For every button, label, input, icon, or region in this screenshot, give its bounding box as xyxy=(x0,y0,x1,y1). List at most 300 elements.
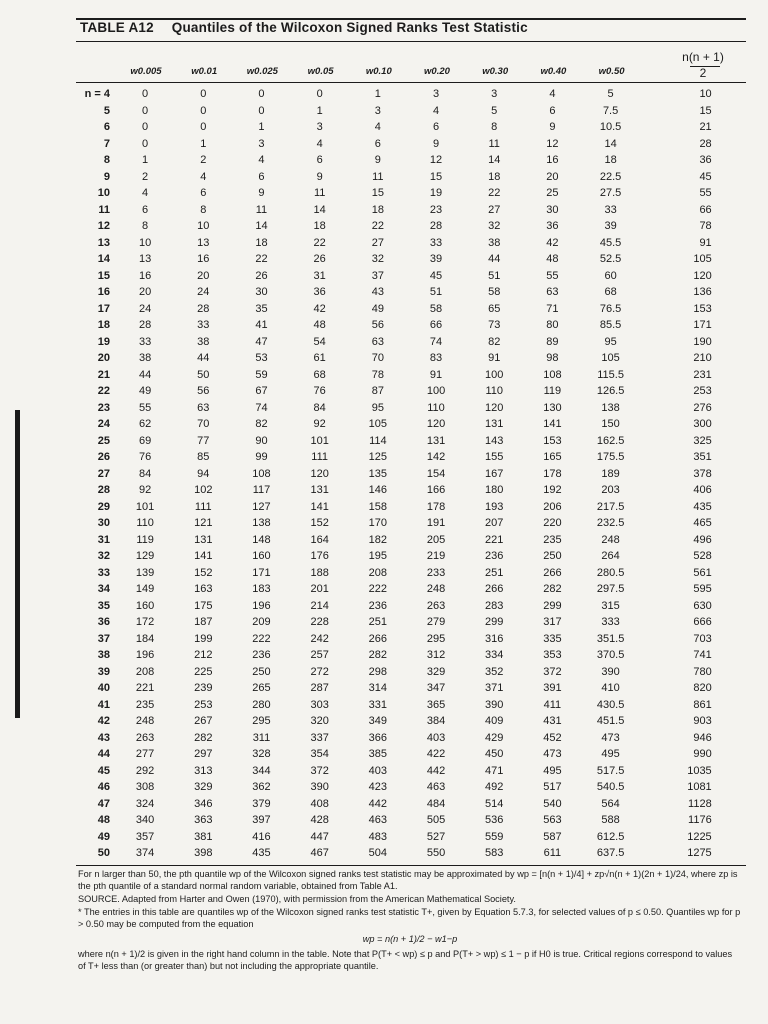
quantile-cell: 11 xyxy=(372,170,384,183)
quantile-cell: 95 xyxy=(604,335,617,348)
quantile-cell: 119 xyxy=(136,533,154,546)
quantile-cell: 495 xyxy=(601,748,620,760)
table-row xyxy=(76,449,728,466)
quantile-cell: 165 xyxy=(543,451,562,463)
quantile-cell: 199 xyxy=(194,632,213,645)
row-n: 12 xyxy=(97,220,110,232)
quantile-cell: 612.5 xyxy=(596,830,625,843)
quantile-cell: 115.5 xyxy=(597,368,624,381)
table-row xyxy=(76,152,728,169)
quantile-cell: 9 xyxy=(432,137,440,150)
quantile-cell: 15 xyxy=(371,187,384,199)
quantile-cell: 536 xyxy=(485,814,504,826)
n-n-plus-1-over-2-cell: 300 xyxy=(693,418,712,430)
row-n: 17 xyxy=(97,302,110,315)
n-n-plus-1-over-2-cell: 210 xyxy=(693,352,712,364)
header-rule xyxy=(76,82,746,83)
quantile-cell: 203 xyxy=(601,484,620,496)
quantile-cell: 44 xyxy=(138,368,152,381)
quantile-cell: 351.5 xyxy=(596,632,625,645)
quantile-cell: 280 xyxy=(252,698,271,711)
quantile-cell: 299 xyxy=(485,616,504,628)
quantile-cell: 100 xyxy=(485,368,504,381)
column-header: w0.01 xyxy=(191,66,218,77)
quantile-cell: 71 xyxy=(546,302,559,315)
quantile-cell: 120 xyxy=(310,467,329,480)
table-row xyxy=(76,466,728,483)
quantile-cell: 328 xyxy=(252,748,271,760)
table-row xyxy=(76,251,728,268)
quantile-table xyxy=(76,86,728,862)
quantile-cell: 131 xyxy=(194,533,213,546)
quantile-cell: 141 xyxy=(310,500,329,513)
quantile-cell: 329 xyxy=(194,781,213,793)
quantile-cell: 125 xyxy=(368,451,388,463)
quantile-cell: 95 xyxy=(371,401,384,414)
quantile-cell: 277 xyxy=(135,748,155,760)
quantile-cell: 564 xyxy=(601,797,620,810)
quantile-cell: 84 xyxy=(313,401,326,414)
quantile-cell: 8 xyxy=(142,220,149,232)
table-row xyxy=(76,433,728,450)
quantile-cell: 82 xyxy=(488,335,501,348)
table-row xyxy=(76,301,728,318)
quantile-cell: 209 xyxy=(252,616,271,628)
quantile-cell: 12 xyxy=(546,137,559,150)
quantile-cell: 471 xyxy=(485,764,504,777)
quantile-cell: 6 xyxy=(374,137,381,150)
row-n: 13 xyxy=(97,236,110,249)
quantile-cell: 117 xyxy=(252,484,271,496)
quantile-cell: 141 xyxy=(543,418,562,430)
quantile-cell: 384 xyxy=(426,715,446,727)
quantile-cell: 3 xyxy=(258,137,265,150)
quantile-cell: 9 xyxy=(258,187,265,199)
quantile-cell: 390 xyxy=(485,698,504,711)
quantile-cell: 517 xyxy=(543,781,562,793)
quantile-cell: 1 xyxy=(258,121,265,133)
row-n: 29 xyxy=(97,500,110,513)
quantile-cell: 467 xyxy=(310,847,329,859)
table-row xyxy=(76,284,728,301)
quantile-cell: 76.5 xyxy=(599,302,622,315)
row-n: 36 xyxy=(97,616,110,628)
n-n-plus-1-over-2-cell: 1128 xyxy=(688,797,712,810)
quantile-cell: 279 xyxy=(426,616,446,628)
quantile-cell: 63 xyxy=(371,335,384,348)
quantile-cell: 248 xyxy=(135,715,155,727)
n-n-plus-1-over-2-cell: 190 xyxy=(693,335,712,348)
row-n: 39 xyxy=(97,665,110,678)
n-n-plus-1-over-2-cell: 595 xyxy=(693,583,712,595)
quantile-cell: 430.5 xyxy=(596,698,625,711)
quantile-cell: 84 xyxy=(138,467,152,480)
quantile-cell: 44 xyxy=(488,253,501,265)
row-n: 9 xyxy=(103,170,110,183)
quantile-cell: 5 xyxy=(491,104,498,117)
quantile-cell: 550 xyxy=(426,847,446,859)
quantile-cell: 73 xyxy=(488,319,501,331)
quantile-cell: 22.5 xyxy=(599,170,622,183)
quantile-cell: 189 xyxy=(601,467,620,480)
quantile-cell: 43 xyxy=(371,286,384,298)
quantile-cell: 60 xyxy=(604,269,617,282)
quantile-cell: 3 xyxy=(316,121,323,133)
quantile-cell: 100 xyxy=(426,385,446,397)
quantile-cell: 0 xyxy=(200,104,207,117)
row-n: 19 xyxy=(97,335,110,348)
quantile-cell: 76 xyxy=(313,385,326,397)
quantile-cell: 411 xyxy=(543,698,562,711)
n-n-plus-1-over-2-cell: 253 xyxy=(693,385,712,397)
row-n: 43 xyxy=(97,731,110,744)
quantile-cell: 23 xyxy=(429,203,443,216)
quantile-cell: 90 xyxy=(255,434,268,447)
quantile-cell: 1 xyxy=(200,137,207,150)
quantile-cell: 24 xyxy=(197,286,210,298)
table-row xyxy=(76,845,728,862)
quantile-cell: 38 xyxy=(488,236,501,249)
quantile-cell: 317 xyxy=(543,616,562,628)
equation: wp = n(n + 1)/2 − w1−p xyxy=(362,934,458,944)
quantile-cell: 298 xyxy=(368,665,388,678)
column-header: w0.20 xyxy=(424,66,450,77)
quantile-cell: 110 xyxy=(136,517,154,529)
quantile-cell: 172 xyxy=(135,616,155,628)
quantile-cell: 28 xyxy=(197,302,210,315)
quantile-cell: 483 xyxy=(368,830,388,843)
quantile-cell: 166 xyxy=(426,484,446,496)
quantile-cell: 265 xyxy=(252,682,271,694)
quantile-cell: 105 xyxy=(368,418,388,430)
quantile-cell: 272 xyxy=(310,665,329,678)
quantile-cell: 371 xyxy=(485,682,504,694)
quantile-cell: 391 xyxy=(543,682,562,694)
quantile-cell: 297.5 xyxy=(596,583,625,595)
column-header: w0.40 xyxy=(540,66,567,77)
quantile-cell: 47 xyxy=(255,335,268,348)
n-n-plus-1-over-2-cell: 136 xyxy=(693,286,712,298)
quantile-cell: 114 xyxy=(369,434,387,447)
quantile-cell: 38 xyxy=(138,352,152,364)
quantile-cell: 236 xyxy=(252,649,271,661)
quantile-cell: 3 xyxy=(432,88,440,100)
quantile-cell: 372 xyxy=(543,665,562,678)
row-n: 48 xyxy=(97,814,110,826)
quantile-cell: 33 xyxy=(138,335,152,348)
n-n-plus-1-over-2-cell: 435 xyxy=(693,500,712,513)
n-n-plus-1-over-2-cell: 10 xyxy=(699,88,712,100)
quantile-cell: 91 xyxy=(429,368,443,381)
table-row xyxy=(76,499,728,516)
closing-note: where n(n + 1)/2 is given in the right hand column in the table. Note that P(T+ < wp) ≤ p and P(T+ > wp) ≤ 1 − p if H0 is true. Critical regions correspond to values of T+ less than (or greater than) but not including the appropriate quantile. xyxy=(78,949,733,971)
quantile-cell: 583 xyxy=(485,847,504,859)
quantile-cell: 30 xyxy=(546,203,559,216)
quantile-cell: 130 xyxy=(543,401,562,414)
quantile-cell: 408 xyxy=(310,797,329,810)
quantile-cell: 4 xyxy=(258,154,265,166)
quantile-cell: 253 xyxy=(194,698,213,711)
quantile-cell: 160 xyxy=(135,599,155,612)
quantile-cell: 374 xyxy=(135,847,155,859)
quantile-cell: 178 xyxy=(426,500,446,513)
quantile-cell: 91 xyxy=(488,352,501,364)
quantile-cell: 92 xyxy=(313,418,326,430)
quantile-cell: 20 xyxy=(546,170,559,183)
table-row xyxy=(76,746,728,763)
table-row xyxy=(76,383,728,400)
quantile-cell: 11 xyxy=(488,137,500,150)
quantile-cell: 94 xyxy=(197,467,210,480)
quantile-cell: 1 xyxy=(316,104,323,117)
quantile-cell: 505 xyxy=(426,814,446,826)
quantile-cell: 206 xyxy=(543,500,562,513)
quantile-cell: 366 xyxy=(368,731,388,744)
quantile-cell: 313 xyxy=(194,764,213,777)
row-n: 32 xyxy=(97,550,110,562)
n-n-plus-1-over-2-cell: 406 xyxy=(693,484,712,496)
quantile-cell: 397 xyxy=(252,814,271,826)
row-n: 27 xyxy=(97,467,110,480)
quantile-cell: 9 xyxy=(374,154,381,166)
n-n-plus-1-over-2-cell: 66 xyxy=(699,203,712,216)
quantile-cell: 266 xyxy=(543,566,562,579)
quantile-cell: 85 xyxy=(197,451,210,463)
quantile-cell: 69 xyxy=(138,434,152,447)
quantile-cell: 68 xyxy=(313,368,326,381)
n-n-plus-1-over-2-cell: 55 xyxy=(699,187,712,199)
quantile-cell: 167 xyxy=(485,467,504,480)
table-row xyxy=(76,796,728,813)
quantile-cell: 85.5 xyxy=(599,319,622,331)
n-n-plus-1-over-2-cell: 465 xyxy=(693,517,712,529)
quantile-cell: 473 xyxy=(543,748,562,760)
quantile-cell: 195 xyxy=(368,550,388,562)
quantile-cell: 154 xyxy=(426,467,446,480)
quantile-cell: 184 xyxy=(135,632,155,645)
quantile-cell: 442 xyxy=(368,797,388,810)
quantile-cell: 108 xyxy=(543,368,562,381)
quantile-cell: 0 xyxy=(142,137,149,150)
quantile-cell: 353 xyxy=(543,649,562,661)
quantile-cell: 102 xyxy=(194,484,213,496)
quantile-cell: 146 xyxy=(368,484,388,496)
quantile-cell: 120 xyxy=(485,401,504,414)
quantile-cell: 16 xyxy=(138,269,152,282)
quantile-cell: 248 xyxy=(601,533,620,546)
quantile-cell: 340 xyxy=(135,814,155,826)
n-n-plus-1-over-2-cell: 36 xyxy=(699,154,712,166)
quantile-cell: 129 xyxy=(135,550,155,562)
quantile-cell: 56 xyxy=(371,319,384,331)
quantile-cell: 20 xyxy=(197,269,210,282)
n-n-plus-1-over-2-cell: 231 xyxy=(693,368,712,381)
quantile-cell: 236 xyxy=(485,550,504,562)
quantile-cell: 463 xyxy=(368,814,388,826)
quantile-cell: 9 xyxy=(549,121,556,133)
quantile-cell: 484 xyxy=(426,797,446,810)
quantile-cell: 58 xyxy=(429,302,443,315)
n-n-plus-1-over-2-cell: 666 xyxy=(693,616,712,628)
n-n-plus-1-over-2-cell: 561 xyxy=(693,566,712,579)
quantile-cell: 4 xyxy=(432,104,440,117)
quantile-cell: 52.5 xyxy=(599,253,622,265)
quantile-cell: 0 xyxy=(258,88,265,100)
row-n: 23 xyxy=(97,401,110,414)
row-n: 5 xyxy=(103,104,110,117)
quantile-cell: 162.5 xyxy=(596,434,625,447)
table-notes xyxy=(78,868,742,972)
quantile-cell: 18 xyxy=(371,203,384,216)
quantile-cell: 105 xyxy=(601,352,620,364)
quantile-cell: 344 xyxy=(252,764,271,777)
quantile-cell: 70 xyxy=(197,418,210,430)
row-n: 30 xyxy=(97,517,110,529)
quantile-cell: 280.5 xyxy=(596,566,625,579)
quantile-cell: 120 xyxy=(426,418,446,430)
table-row xyxy=(76,713,728,730)
quantile-cell: 563 xyxy=(543,814,562,826)
quantile-cell: 101 xyxy=(310,434,329,447)
n-n-plus-1-over-2-cell: 528 xyxy=(693,550,712,562)
quantile-cell: 14 xyxy=(604,137,617,150)
quantile-cell: 13 xyxy=(197,236,210,249)
quantile-cell: 76 xyxy=(138,451,152,463)
quantile-cell: 450 xyxy=(485,748,504,760)
quantile-cell: 311 xyxy=(252,731,271,744)
quantile-cell: 4 xyxy=(374,121,381,133)
quantile-cell: 3 xyxy=(374,104,381,117)
quantile-cell: 282 xyxy=(194,731,213,744)
quantile-cell: 182 xyxy=(368,533,388,546)
footer-rule xyxy=(76,865,746,866)
quantile-cell: 316 xyxy=(485,632,504,645)
quantile-cell: 16 xyxy=(546,154,559,166)
quantile-cell: 390 xyxy=(601,665,620,678)
quantile-cell: 89 xyxy=(546,335,559,348)
quantile-cell: 170 xyxy=(368,517,388,529)
row-n: 31 xyxy=(97,533,110,546)
table-row xyxy=(76,169,728,186)
quantile-cell: 423 xyxy=(368,781,388,793)
quantile-cell: 25 xyxy=(546,187,559,199)
row-n: 41 xyxy=(97,698,110,711)
quantile-cell: 131 xyxy=(426,434,446,447)
quantile-cell: 61 xyxy=(313,352,326,364)
quantile-cell: 398 xyxy=(194,847,213,859)
row-n: 7 xyxy=(103,137,110,150)
quantile-cell: 63 xyxy=(197,401,210,414)
quantile-cell: 447 xyxy=(310,830,329,843)
n-n-plus-1-over-2-cell: 378 xyxy=(693,467,712,480)
quantile-cell: 0 xyxy=(200,88,207,100)
quantile-cell: 283 xyxy=(485,599,504,612)
quantile-cell: 92 xyxy=(138,484,152,496)
quantile-cell: 13 xyxy=(138,253,152,265)
n-n-plus-1-over-2-cell: 153 xyxy=(693,302,712,315)
row-n: 28 xyxy=(97,484,110,496)
quantile-cell: 428 xyxy=(310,814,329,826)
row-n: 50 xyxy=(97,847,110,859)
quantile-cell: 504 xyxy=(368,847,388,859)
quantile-cell: 335 xyxy=(543,632,562,645)
quantile-cell: 372 xyxy=(310,764,329,777)
row-n: 11 xyxy=(98,203,110,216)
quantile-cell: 30 xyxy=(255,286,268,298)
quantile-cell: 212 xyxy=(194,649,213,661)
quantile-cell: 160 xyxy=(252,550,271,562)
quantile-cell: 221 xyxy=(135,682,155,694)
quantile-cell: 49 xyxy=(371,302,384,315)
quantile-cell: 155 xyxy=(485,451,504,463)
quantile-cell: 514 xyxy=(485,797,504,810)
quantile-cell: 101 xyxy=(135,500,155,513)
quantile-cell: 180 xyxy=(485,484,504,496)
quantile-cell: 452 xyxy=(543,731,562,744)
quantile-cell: 33 xyxy=(604,203,617,216)
n-n-plus-1-over-2-cell: 171 xyxy=(693,319,712,331)
quantile-cell: 82 xyxy=(255,418,268,430)
n-n-plus-1-over-2-cell: 780 xyxy=(693,665,712,678)
quantile-cell: 370.5 xyxy=(596,649,625,661)
column-header: w0.025 xyxy=(246,66,278,77)
row-n: 24 xyxy=(97,418,110,430)
quantile-cell: 20 xyxy=(138,286,152,298)
n-n-plus-1-over-2-cell: 990 xyxy=(693,748,712,760)
row-n: 26 xyxy=(97,451,110,463)
quantile-cell: 267 xyxy=(194,715,213,727)
table-row xyxy=(76,136,728,153)
quantile-cell: 587 xyxy=(543,830,562,843)
quantile-cell: 251 xyxy=(368,616,388,628)
footnote: * The entries in this table are quantiles wp of the Wilcoxon signed ranks test statistic T+, given by Equation 5.7.3, for selected values of p ≤ 0.50. Quantiles wp for p > 0.50 may be computed from the equation xyxy=(78,907,741,929)
quantile-cell: 12 xyxy=(429,154,443,166)
quantile-cell: 22 xyxy=(313,236,326,249)
row-n: 44 xyxy=(97,748,110,760)
row-n: 46 xyxy=(97,781,110,793)
quantile-cell: 357 xyxy=(135,830,155,843)
quantile-cell: 18 xyxy=(313,220,326,232)
quantile-cell: 135 xyxy=(368,467,388,480)
quantile-cell: 3 xyxy=(491,88,498,100)
table-row xyxy=(76,565,728,582)
quantile-cell: 99 xyxy=(255,451,268,463)
table-row xyxy=(76,515,728,532)
quantile-cell: 44 xyxy=(197,352,210,364)
quantile-cell: 139 xyxy=(135,566,155,579)
row-n: 18 xyxy=(97,319,110,331)
quantile-cell: 0 xyxy=(142,88,149,100)
table-row xyxy=(76,680,728,697)
quantile-cell: 235 xyxy=(543,533,562,546)
quantile-cell: 35 xyxy=(255,302,268,315)
table-row xyxy=(76,532,728,549)
row-n: n = 4 xyxy=(84,88,110,100)
quantile-cell: 295 xyxy=(252,715,271,727)
quantile-cell: 0 xyxy=(258,104,265,117)
n-n-plus-1-over-2-cell: 1176 xyxy=(688,814,712,826)
row-n: 47 xyxy=(97,797,110,810)
quantile-cell: 171 xyxy=(252,566,271,579)
quantile-cell: 67 xyxy=(255,385,268,397)
title-rule xyxy=(76,41,746,42)
quantile-cell: 248 xyxy=(426,583,446,595)
quantile-cell: 8 xyxy=(491,121,498,133)
row-n: 16 xyxy=(97,286,110,298)
quantile-cell: 55 xyxy=(546,269,559,282)
quantile-cell: 207 xyxy=(485,517,504,529)
quantile-cell: 70 xyxy=(371,352,384,364)
